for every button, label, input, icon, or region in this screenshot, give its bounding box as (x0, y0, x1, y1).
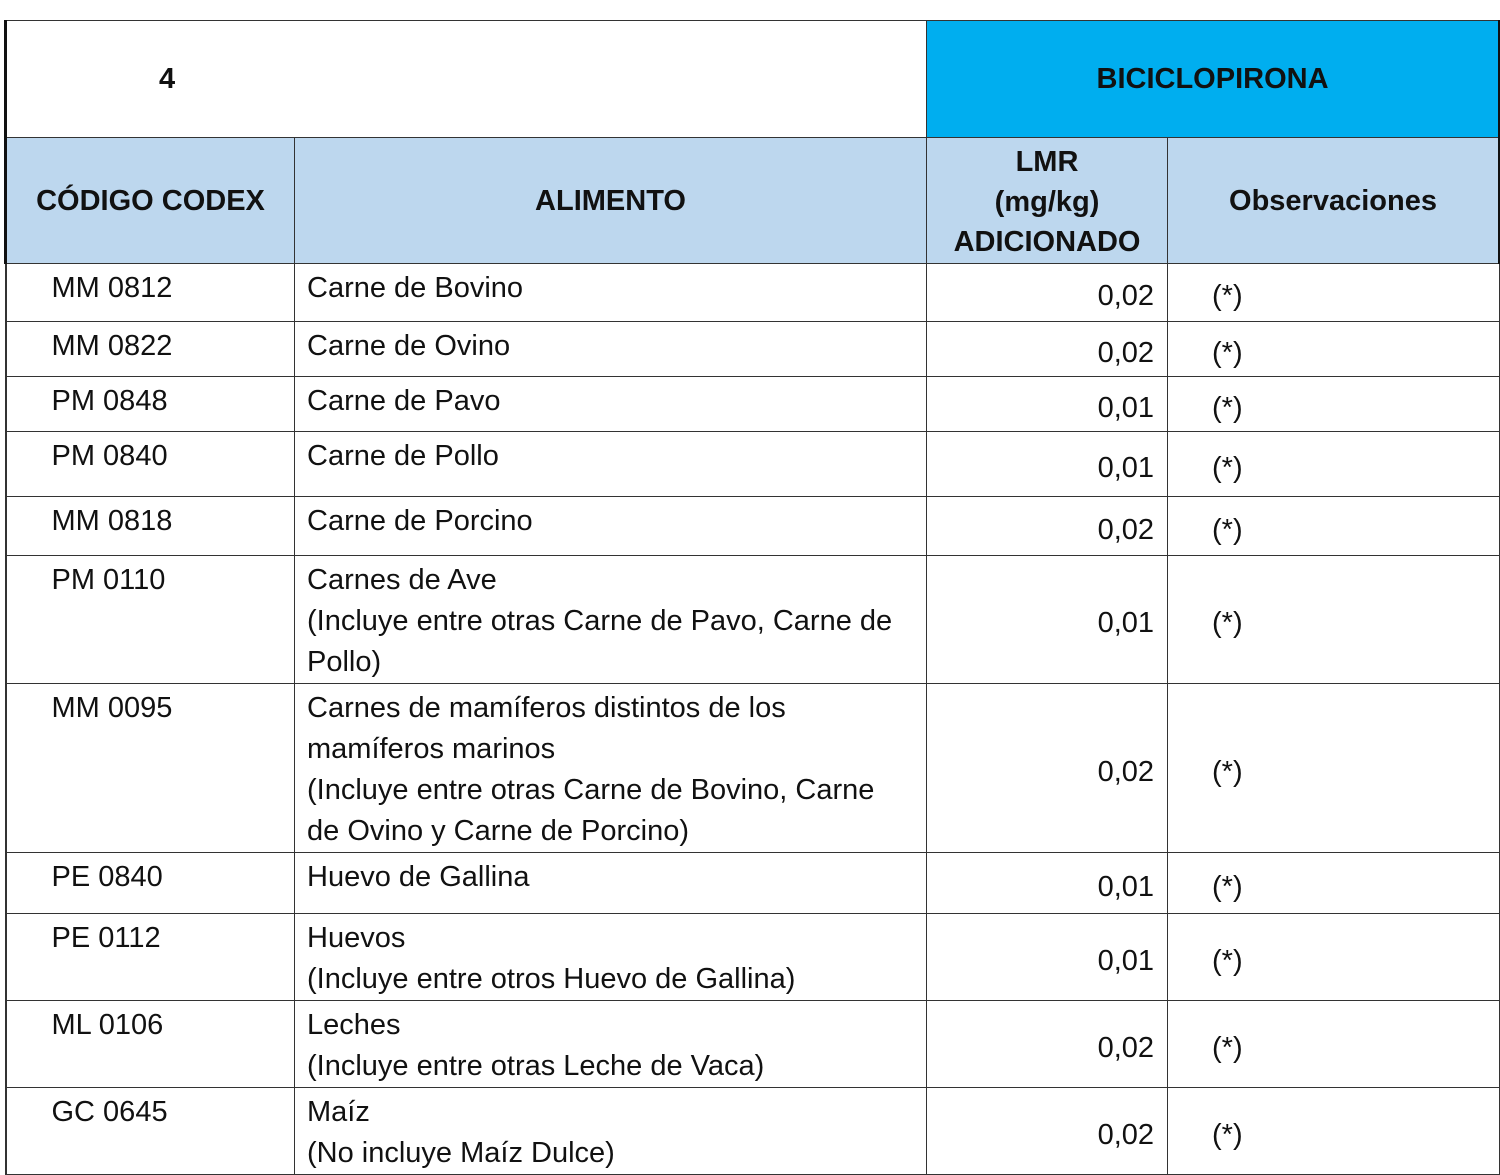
lmr-value-cell: 0,02 (927, 264, 1168, 322)
observation-cell: (*) (1168, 497, 1500, 556)
lmr-header-line: LMR (1015, 146, 1079, 178)
table-row (6, 432, 1500, 497)
food-line: Carne de Porcino (307, 505, 533, 537)
column-header-row (6, 138, 1500, 264)
food-cell (295, 1001, 927, 1088)
table-row (6, 264, 1500, 322)
table-row (6, 556, 1500, 684)
codex-code-cell: PE 0112 (6, 914, 295, 1001)
food-cell (295, 497, 927, 556)
food-line: de Ovino y Carne de Porcino) (307, 815, 690, 847)
codex-code-cell: PM 0110 (6, 556, 295, 684)
food-line: Huevo de Gallina (307, 861, 530, 893)
codex-code-cell: MM 0822 (6, 322, 295, 377)
food-line: mamíferos marinos (307, 733, 556, 765)
food-line: (Incluye entre otros Huevo de Gallina) (307, 963, 796, 995)
table-row (6, 497, 1500, 556)
food-cell (295, 914, 927, 1001)
table-number: 4 (6, 21, 927, 138)
column-header-observations: Observaciones (1168, 138, 1500, 264)
lmr-value-cell: 0,01 (927, 853, 1168, 914)
column-header-lmr (927, 138, 1168, 264)
food-cell (295, 432, 927, 497)
food-line: Carne de Pavo (307, 385, 501, 417)
observation-cell: (*) (1168, 684, 1500, 853)
food-cell (295, 853, 927, 914)
codex-code-cell: MM 0812 (6, 264, 295, 322)
food-line: Carne de Bovino (307, 272, 524, 304)
food-line: (No incluye Maíz Dulce) (307, 1137, 615, 1169)
food-line: Carnes de mamíferos distintos de los (307, 692, 786, 724)
food-line: Carne de Ovino (307, 330, 511, 362)
codex-code-cell: PE 0840 (6, 853, 295, 914)
food-cell (295, 556, 927, 684)
lmr-value-cell: 0,01 (927, 914, 1168, 1001)
food-cell (295, 684, 927, 853)
food-line: Maíz (307, 1096, 370, 1128)
observation-cell: (*) (1168, 853, 1500, 914)
codex-code-cell: ML 0106 (6, 1001, 295, 1088)
observation-cell: (*) (1168, 432, 1500, 497)
food-line: Leches (307, 1009, 401, 1041)
table-row (6, 684, 1500, 853)
table-row (6, 322, 1500, 377)
observation-cell: (*) (1168, 556, 1500, 684)
column-header-food: ALIMENTO (295, 138, 927, 264)
codex-code-cell: MM 0818 (6, 497, 295, 556)
observation-cell: (*) (1168, 1088, 1500, 1175)
food-line: (Incluye entre otras Carne de Bovino, Carne (307, 774, 875, 806)
table-row (6, 1001, 1500, 1088)
table-row (6, 377, 1500, 432)
lmr-value-cell: 0,02 (927, 684, 1168, 853)
lmr-header-line: (mg/kg) (994, 186, 1100, 218)
observation-cell: (*) (1168, 914, 1500, 1001)
food-line: Huevos (307, 922, 406, 954)
food-cell (295, 264, 927, 322)
table-row (6, 914, 1500, 1001)
food-line: Carnes de Ave (307, 564, 497, 596)
table-row (6, 1088, 1500, 1175)
codex-code-cell: PM 0848 (6, 377, 295, 432)
lmr-table (4, 20, 1500, 1175)
lmr-value-cell: 0,01 (927, 556, 1168, 684)
lmr-header-line: ADICIONADO (953, 226, 1141, 258)
lmr-value-cell: 0,02 (927, 322, 1168, 377)
observation-cell: (*) (1168, 1001, 1500, 1088)
lmr-value-cell: 0,02 (927, 497, 1168, 556)
food-cell (295, 322, 927, 377)
food-line: (Incluye entre otras Carne de Pavo, Carne de (307, 605, 893, 637)
food-line: Carne de Pollo (307, 440, 499, 472)
codex-code-cell: PM 0840 (6, 432, 295, 497)
observation-cell: (*) (1168, 377, 1500, 432)
table-title-row (6, 21, 1500, 138)
substance-name: BICICLOPIRONA (927, 21, 1500, 138)
table-row (6, 853, 1500, 914)
lmr-value-cell: 0,02 (927, 1088, 1168, 1175)
codex-code-cell: GC 0645 (6, 1088, 295, 1175)
lmr-value-cell: 0,01 (927, 377, 1168, 432)
codex-code-cell: MM 0095 (6, 684, 295, 853)
food-line: Pollo) (307, 646, 382, 678)
lmr-value-cell: 0,01 (927, 432, 1168, 497)
column-header-code: CÓDIGO CODEX (6, 138, 295, 264)
food-cell (295, 1088, 927, 1175)
food-cell (295, 377, 927, 432)
observation-cell: (*) (1168, 264, 1500, 322)
lmr-value-cell: 0,02 (927, 1001, 1168, 1088)
table-body (6, 264, 1500, 1175)
food-line: (Incluye entre otras Leche de Vaca) (307, 1050, 765, 1082)
observation-cell: (*) (1168, 322, 1500, 377)
